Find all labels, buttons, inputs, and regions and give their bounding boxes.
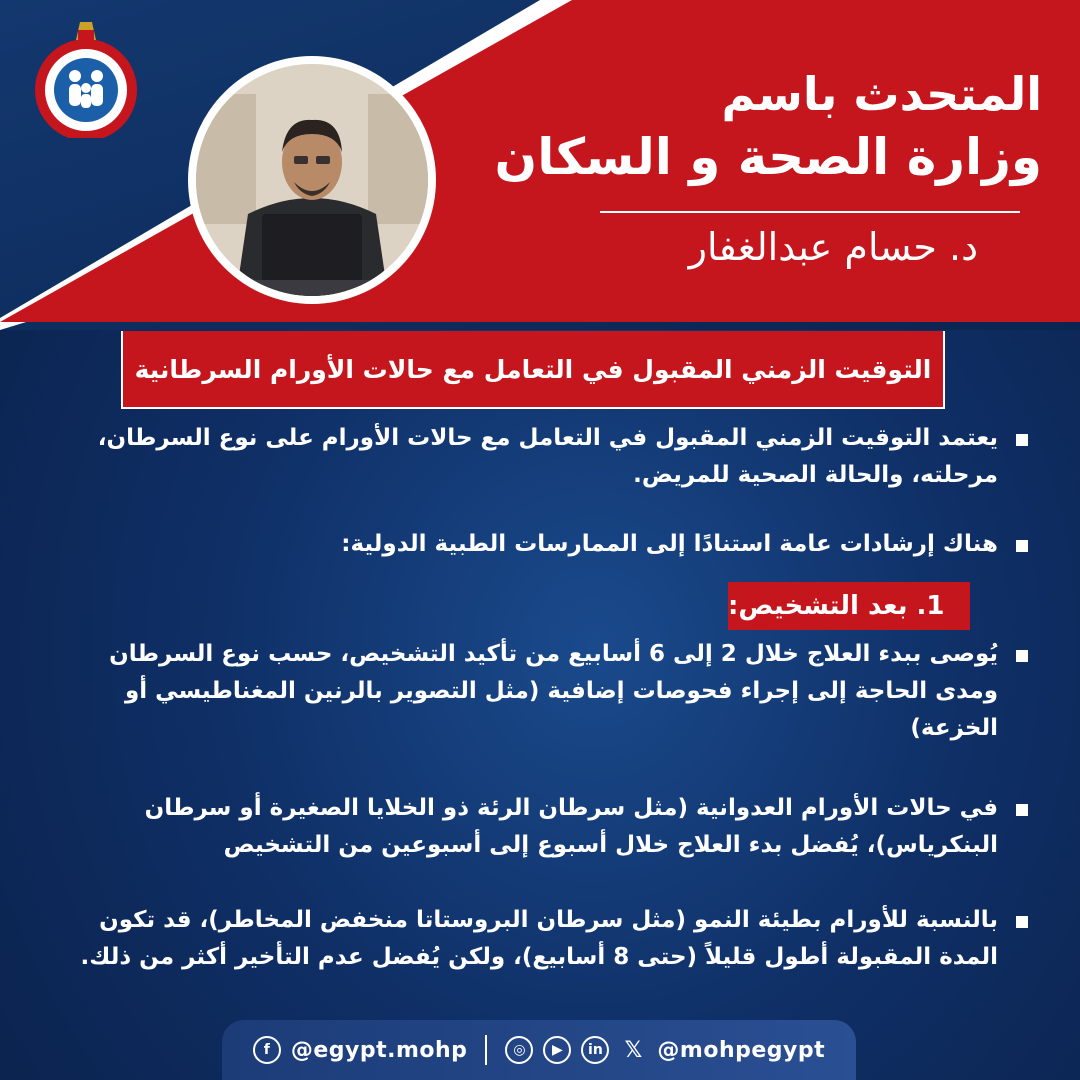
bullet-item (80, 420, 1040, 494)
x-icon[interactable]: 𝕏 (624, 1037, 643, 1063)
header (0, 0, 1080, 330)
social-handle[interactable]: @mohpegypt (657, 1037, 826, 1063)
bullet-item (60, 902, 1040, 976)
bullet-item (60, 636, 1040, 747)
speaker-portrait (188, 56, 436, 304)
social-footer (222, 1020, 856, 1080)
title-block (482, 64, 1042, 190)
bullet-square-icon (1016, 650, 1028, 662)
youtube-icon[interactable]: ▶ (543, 1036, 571, 1064)
ministry-logo (28, 20, 144, 138)
topic-heading: التوقيت الزمني المقبول في التعامل مع حالات الأورام السرطانية (134, 354, 932, 384)
title-line1: المتحدث باسم (721, 67, 1042, 121)
bullet-text: هناك إرشادات عامة استنادًا إلى الممارسات الطبية الدولية: (341, 531, 998, 557)
bullet-text: يعتمد التوقيت الزمني المقبول في التعامل مع حالات الأورام على نوع السرطان، مرحلته، والحالة الصحية للمريض. (97, 425, 998, 488)
footer-divider (485, 1035, 487, 1065)
title-divider (600, 211, 1020, 213)
subheading-text: 1. بعد التشخيص: (728, 591, 945, 621)
topic-banner (121, 331, 945, 409)
speaker-photo (196, 64, 428, 296)
instagram-icon[interactable]: ◎ (505, 1036, 533, 1064)
bullet-square-icon (1016, 540, 1028, 552)
bullet-square-icon (1016, 804, 1028, 816)
title-line2: وزارة الصحة و السكان (494, 128, 1042, 186)
facebook-handle[interactable]: @egypt.mohp (290, 1037, 468, 1063)
bullet-item (60, 790, 1040, 864)
bullet-square-icon (1016, 916, 1028, 928)
speaker-name: د. حسام عبدالغفار (688, 225, 978, 269)
facebook-icon[interactable]: f (253, 1036, 281, 1064)
bullet-square-icon (1016, 434, 1028, 446)
linkedin-icon[interactable]: in (581, 1036, 609, 1064)
bullet-text: بالنسبة للأورام بطيئة النمو (مثل سرطان البروستاتا منخفض المخاطر)، قد تكون المدة المقبولة أطول قليلاً (حتى 8 أسابيع)، ولكن يُفضل عدم التأخير أكثر من ذلك. (80, 907, 998, 970)
bullet-text: في حالات الأورام العدوانية (مثل سرطان الرئة ذو الخلايا الصغيرة أو سرطان البنكرياس)، يُفضل بدء العلاج خلال أسبوع إلى أسبوعين من التشخيص (144, 795, 998, 858)
subheading-tag (728, 582, 970, 630)
bullet-item (80, 526, 1040, 563)
bullet-text: يُوصى ببدء العلاج خلال 2 إلى 6 أسابيع من تأكيد التشخيص، حسب نوع السرطان ومدى الحاجة إلى إجراء فحوصات إضافية (مثل التصوير بالرنين المغناطيسي أو الخزعة) (109, 641, 998, 741)
